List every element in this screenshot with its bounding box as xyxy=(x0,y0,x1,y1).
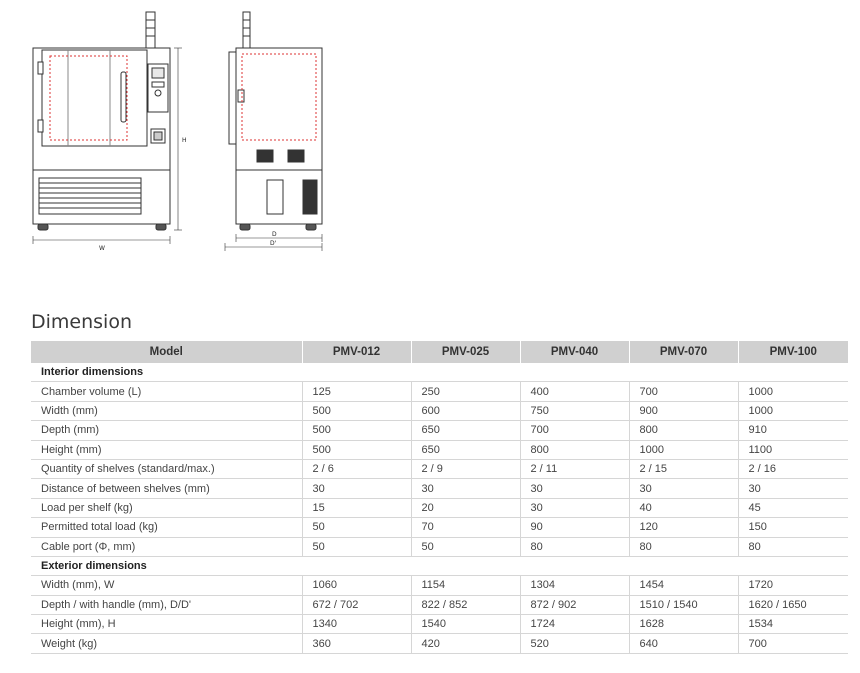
table-row xyxy=(31,498,848,517)
row-label: Height (mm), H xyxy=(31,615,302,634)
table-cell: 30 xyxy=(738,479,848,498)
table-row xyxy=(31,440,848,459)
header-pmv-100: PMV-100 xyxy=(738,341,848,363)
table-cell: 2 / 6 xyxy=(302,459,411,478)
table-cell: 1534 xyxy=(738,615,848,634)
table-row xyxy=(31,518,848,537)
table-cell: 45 xyxy=(738,498,848,517)
row-label: Cable port (Φ, mm) xyxy=(31,537,302,556)
header-pmv-012: PMV-012 xyxy=(302,341,411,363)
table-cell: 125 xyxy=(302,382,411,401)
chamber-drawings xyxy=(0,0,340,260)
header-pmv-070: PMV-070 xyxy=(629,341,738,363)
row-label: Load per shelf (kg) xyxy=(31,498,302,517)
table-cell: 1724 xyxy=(520,615,629,634)
table-cell: 822 / 852 xyxy=(411,595,520,614)
table-row xyxy=(31,479,848,498)
table-cell: 1510 / 1540 xyxy=(629,595,738,614)
table-cell: 70 xyxy=(411,518,520,537)
table-cell: 1454 xyxy=(629,576,738,595)
table-cell: 50 xyxy=(302,537,411,556)
table-cell: 30 xyxy=(520,479,629,498)
exterior-section-title: Exterior dimensions xyxy=(31,556,848,575)
table-cell: 640 xyxy=(629,634,738,653)
table-cell: 1720 xyxy=(738,576,848,595)
specifications-table xyxy=(31,341,848,654)
row-label: Height (mm) xyxy=(31,440,302,459)
table-row xyxy=(31,382,848,401)
front-view-drawing xyxy=(33,12,182,244)
table-row xyxy=(31,421,848,440)
table-cell: 30 xyxy=(302,479,411,498)
table-cell: 1540 xyxy=(411,615,520,634)
table-cell: 900 xyxy=(629,401,738,420)
table-cell: 910 xyxy=(738,421,848,440)
depth-dimension-label: D xyxy=(272,231,277,238)
height-dimension-label: H xyxy=(182,137,187,144)
table-cell: 30 xyxy=(520,498,629,517)
row-label: Width (mm), W xyxy=(31,576,302,595)
table-cell: 672 / 702 xyxy=(302,595,411,614)
interior-section-row xyxy=(31,363,848,382)
row-label: Weight (kg) xyxy=(31,634,302,653)
interior-section-title: Interior dimensions xyxy=(31,363,848,382)
table-cell: 700 xyxy=(629,382,738,401)
table-cell: 650 xyxy=(411,440,520,459)
table-cell: 30 xyxy=(629,479,738,498)
header-model: Model xyxy=(31,341,302,363)
table-cell: 800 xyxy=(520,440,629,459)
table-row xyxy=(31,634,848,653)
exterior-section-row xyxy=(31,556,848,575)
row-label: Permitted total load (kg) xyxy=(31,518,302,537)
table-cell: 500 xyxy=(302,440,411,459)
table-cell: 872 / 902 xyxy=(520,595,629,614)
table-cell: 800 xyxy=(629,421,738,440)
table-cell: 1628 xyxy=(629,615,738,634)
table-cell: 1340 xyxy=(302,615,411,634)
table-cell: 750 xyxy=(520,401,629,420)
width-dimension-label: W xyxy=(99,245,105,252)
table-cell: 50 xyxy=(302,518,411,537)
table-cell: 1000 xyxy=(629,440,738,459)
table-row xyxy=(31,459,848,478)
table-cell: 700 xyxy=(520,421,629,440)
depth-with-handle-dimension-label: D' xyxy=(270,240,277,247)
row-label: Distance of between shelves (mm) xyxy=(31,479,302,498)
table-cell: 50 xyxy=(411,537,520,556)
table-cell: 15 xyxy=(302,498,411,517)
table-cell: 1100 xyxy=(738,440,848,459)
table-cell: 700 xyxy=(738,634,848,653)
table-cell: 600 xyxy=(411,401,520,420)
table-row xyxy=(31,595,848,614)
table-cell: 80 xyxy=(520,537,629,556)
table-row xyxy=(31,401,848,420)
table-cell: 2 / 16 xyxy=(738,459,848,478)
table-cell: 150 xyxy=(738,518,848,537)
table-cell: 40 xyxy=(629,498,738,517)
table-header-row xyxy=(31,341,848,363)
table-cell: 1620 / 1650 xyxy=(738,595,848,614)
table-cell: 120 xyxy=(629,518,738,537)
table-cell: 80 xyxy=(738,537,848,556)
section-title: Dimension xyxy=(31,311,132,333)
table-cell: 90 xyxy=(520,518,629,537)
table-cell: 1304 xyxy=(520,576,629,595)
table-row xyxy=(31,576,848,595)
side-view-drawing xyxy=(225,12,322,251)
table-cell: 420 xyxy=(411,634,520,653)
header-pmv-025: PMV-025 xyxy=(411,341,520,363)
table-cell: 2 / 11 xyxy=(520,459,629,478)
table-cell: 20 xyxy=(411,498,520,517)
row-label: Depth / with handle (mm), D/D' xyxy=(31,595,302,614)
table-cell: 1000 xyxy=(738,401,848,420)
table-cell: 80 xyxy=(629,537,738,556)
table-cell: 2 / 15 xyxy=(629,459,738,478)
table-cell: 500 xyxy=(302,421,411,440)
table-cell: 500 xyxy=(302,401,411,420)
row-label: Width (mm) xyxy=(31,401,302,420)
table-cell: 1060 xyxy=(302,576,411,595)
table-cell: 400 xyxy=(520,382,629,401)
table-row xyxy=(31,615,848,634)
table-cell: 2 / 9 xyxy=(411,459,520,478)
row-label: Chamber volume (L) xyxy=(31,382,302,401)
header-pmv-040: PMV-040 xyxy=(520,341,629,363)
row-label: Depth (mm) xyxy=(31,421,302,440)
row-label: Quantity of shelves (standard/max.) xyxy=(31,459,302,478)
table-cell: 30 xyxy=(411,479,520,498)
table-cell: 250 xyxy=(411,382,520,401)
table-cell: 360 xyxy=(302,634,411,653)
table-cell: 1000 xyxy=(738,382,848,401)
table-row xyxy=(31,537,848,556)
table-cell: 1154 xyxy=(411,576,520,595)
table-cell: 650 xyxy=(411,421,520,440)
table-cell: 520 xyxy=(520,634,629,653)
